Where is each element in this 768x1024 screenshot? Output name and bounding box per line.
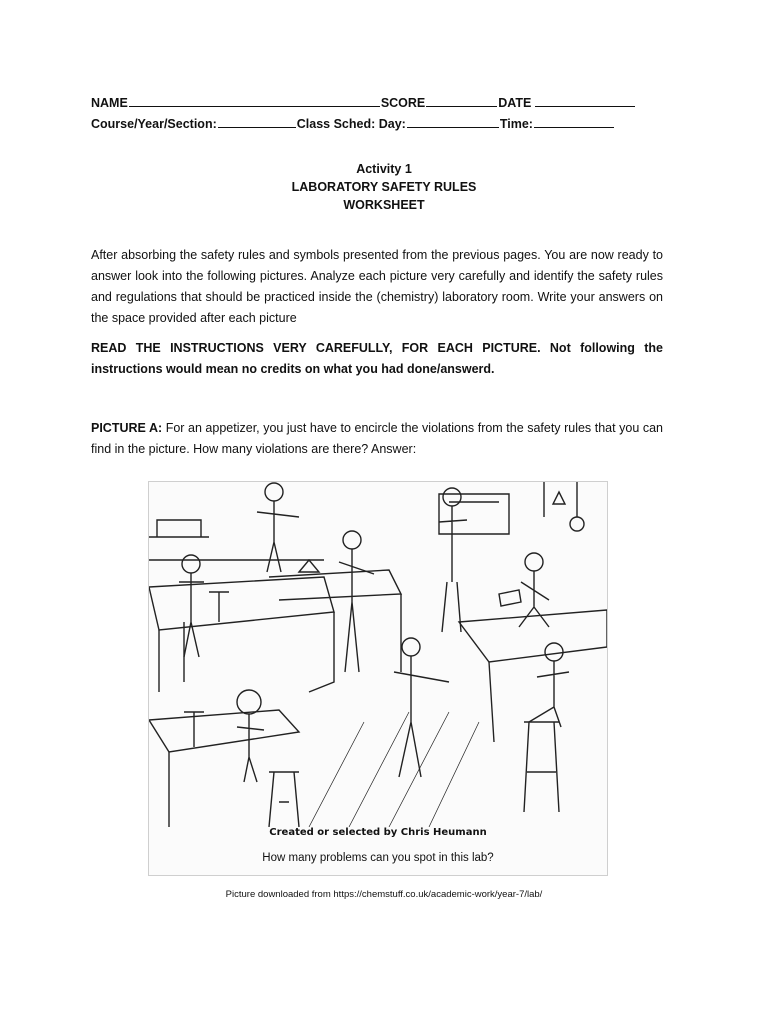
header-row-1 [91,94,636,110]
activity-title: Activity 1 [356,162,412,176]
picture-source: Picture downloaded from https://chemstuff.co.uk/academic-work/year-7/lab/ [225,889,543,900]
worksheet-subject: LABORATORY SAFETY RULES [291,180,477,194]
course-blank[interactable] [218,115,296,128]
sched-blank[interactable] [407,115,499,128]
lab-scene-drawing [149,482,607,827]
figure-caption: How many problems can you spot in this lab? [262,852,494,864]
name-label: NAME [91,96,128,110]
date-label: DATE [498,96,532,110]
worksheet-kind: WORKSHEET [343,198,425,212]
header-row-2 [91,115,615,131]
picture-a-text: For an appetizer, you just have to encircle the violations from the safety rules that you can find in the picture. How many violations are there? Answer: [91,421,663,456]
sched-label: Class Sched: Day: [296,117,406,131]
time-blank[interactable] [534,115,614,128]
name-blank[interactable] [129,94,380,107]
intro-paragraph: After absorbing the safety rules and symbols presented from the previous pages. You are now ready to answer look into the following pictures. Analyze each picture very carefully and identify the safety rules and regulations that should be practiced inside the (chemistry) laboratory room. Write your answers on the space provided after each picture [91,248,663,325]
course-label: Course/Year/Section: [91,117,217,131]
picture-a-instructions [91,418,663,460]
score-blank[interactable] [426,94,497,107]
picture-a-label: PICTURE A: [91,421,163,435]
date-blank[interactable] [535,94,635,107]
lab-safety-illustration [148,481,608,876]
time-label: Time: [499,117,533,131]
score-label: SCORE [380,96,426,110]
figure-credit: Created or selected by Chris Heumann [269,827,487,838]
warning-paragraph: READ THE INSTRUCTIONS VERY CAREFULLY, FOR EACH PICTURE. Not following the instructions would mean no credits on what you had done/answerd. [91,341,663,376]
